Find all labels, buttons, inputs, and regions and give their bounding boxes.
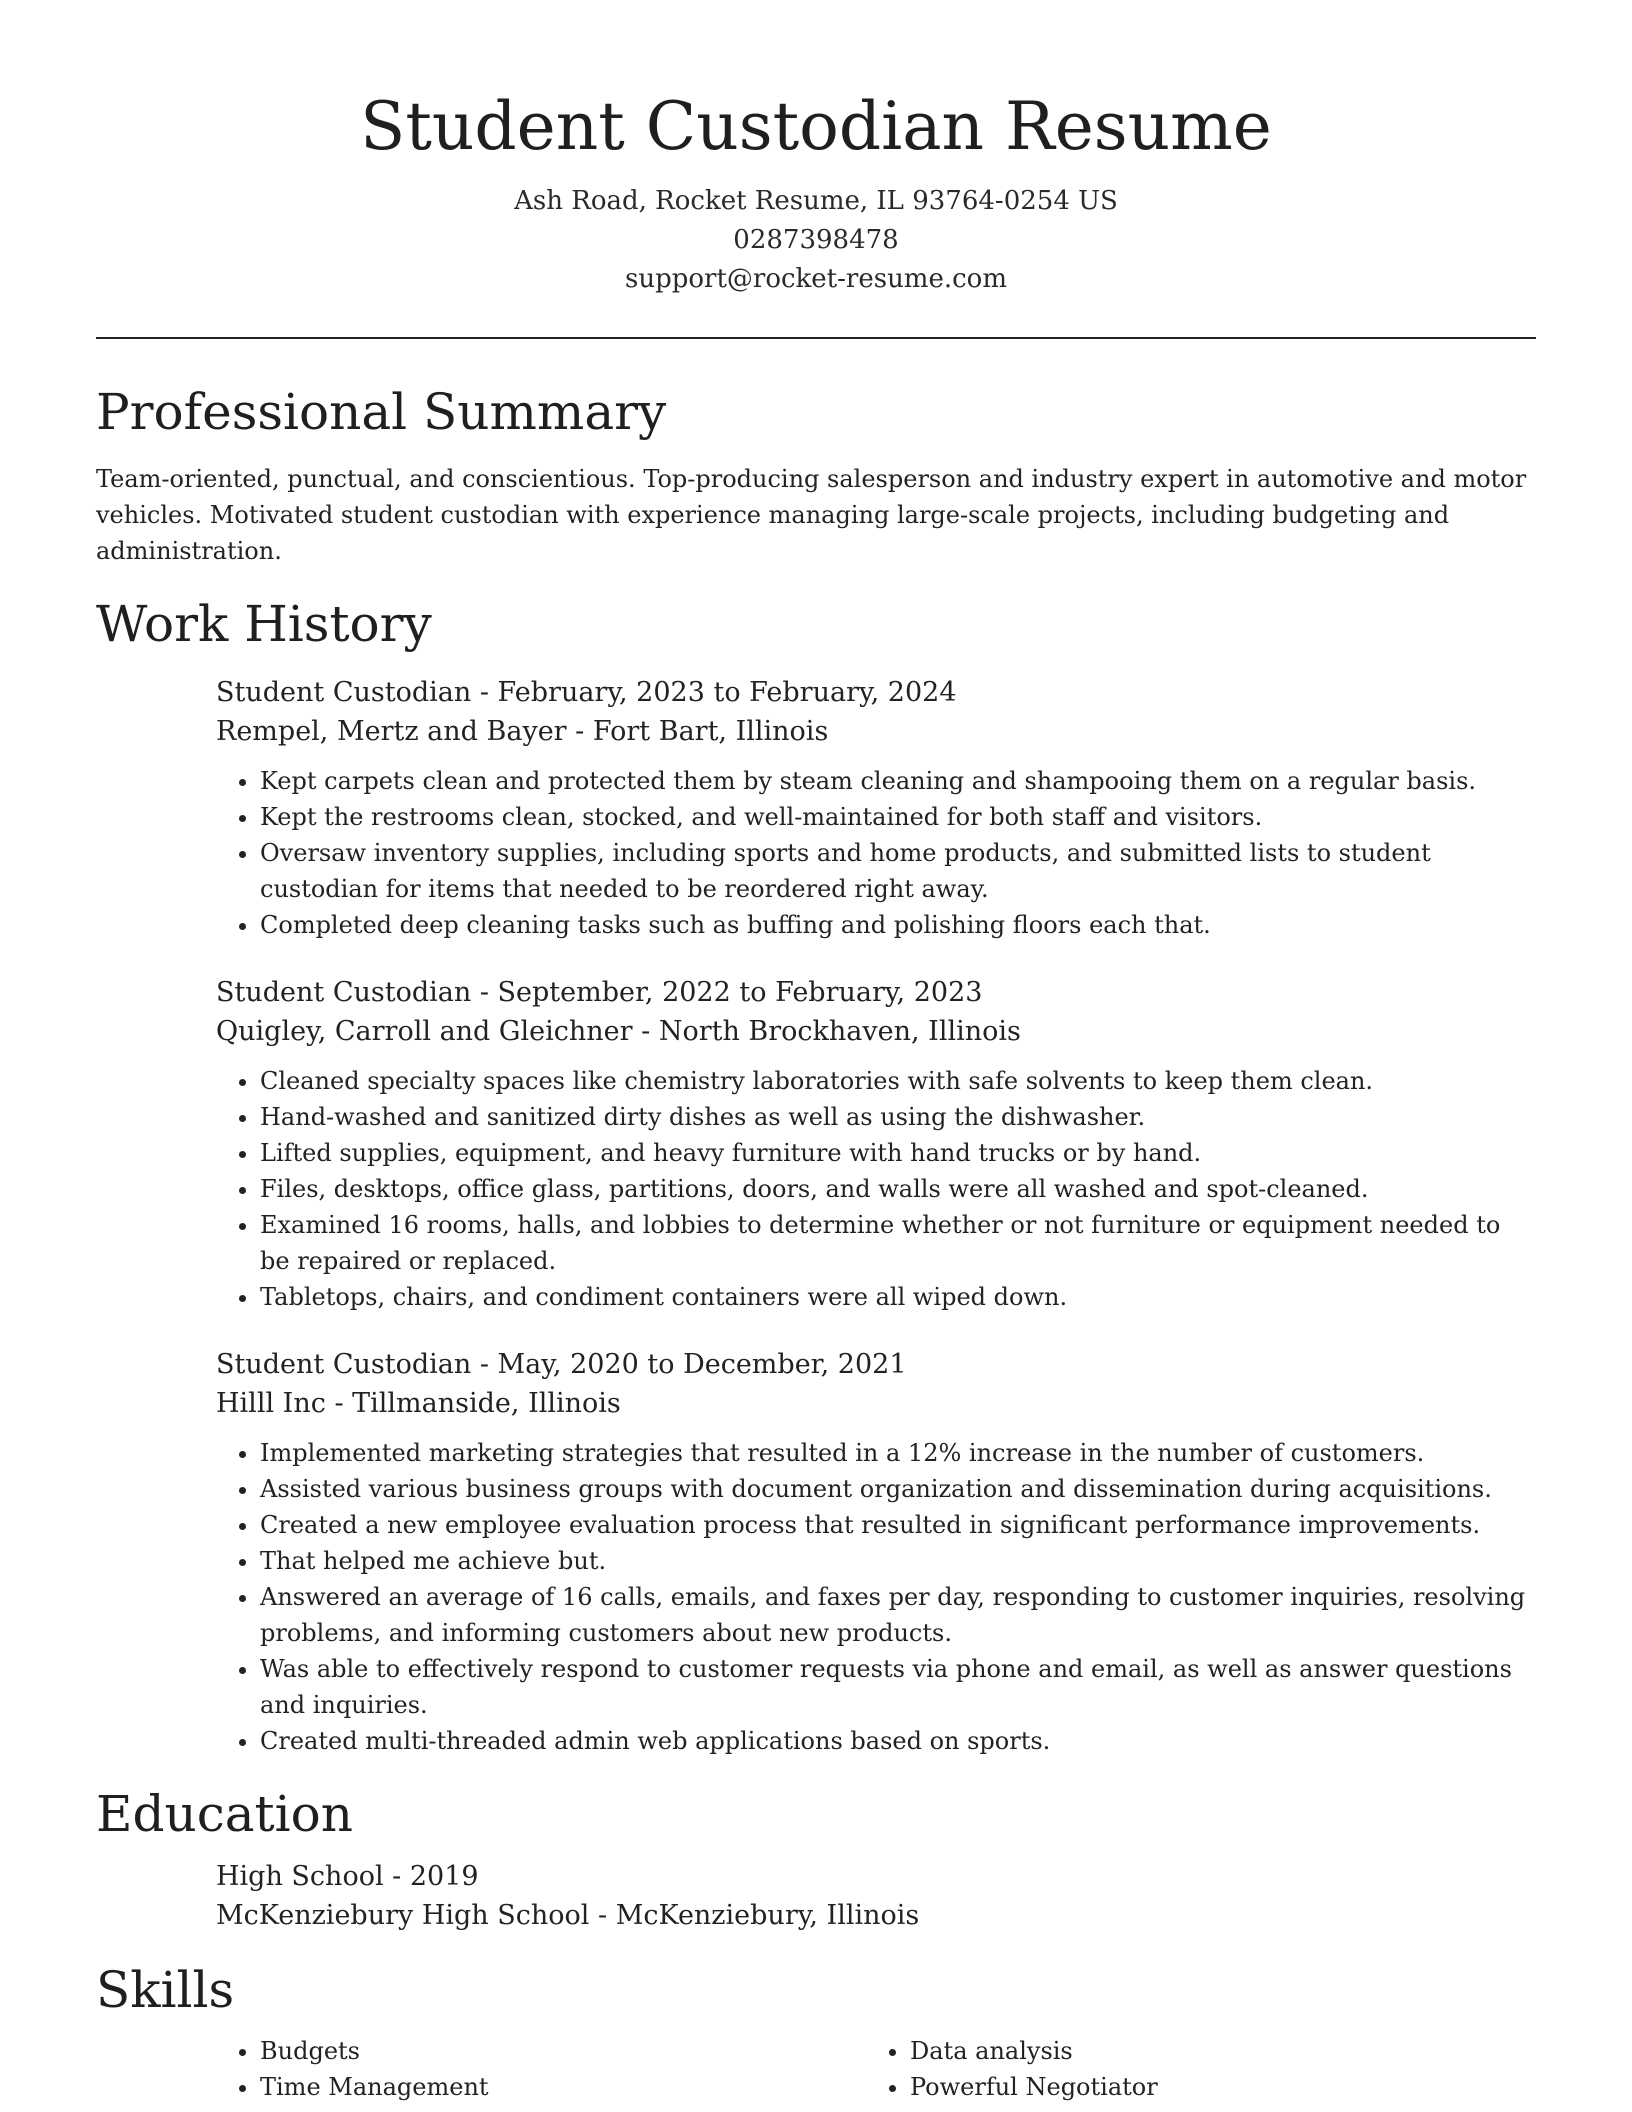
job-title-line (216, 1345, 1536, 1384)
job-company-line (216, 712, 1536, 751)
education-school: McKenziebury High School (216, 1900, 590, 1931)
contact-address: Ash Road, Rocket Resume, IL 93764-0254 US (514, 186, 1118, 216)
list-item: • That helped me achieve but. (260, 1543, 1536, 1579)
job-location: - North Brockhaven, Illinois (632, 1016, 1021, 1047)
education-school-line (216, 1896, 1536, 1935)
list-item: • Completed deep cleaning tasks such as buffing and polishing floors each that. (260, 907, 1536, 943)
list-item: • Oversaw inventory supplies, including sports and home products, and submitted lists to student custodian for items that needed to be reordered right away. (260, 835, 1536, 907)
job-location: - Fort Bart, Illinois (566, 716, 829, 747)
education-degree: High School (216, 1861, 384, 1892)
list-item: • Was able to effectively respond to customer requests via phone and email, as well as answer questions and inquiries. (260, 1651, 1536, 1723)
job-location: - Tillmanside, Illinois (325, 1388, 621, 1419)
job-company: Hilll Inc (216, 1388, 326, 1419)
list-item: • Tabletops, chairs, and condiment containers were all wiped down. (260, 1279, 1536, 1315)
job-role: Student Custodian (216, 1349, 472, 1380)
contact-block (96, 182, 1536, 299)
skills-column-left (216, 2033, 866, 2105)
summary-text: Team-oriented, punctual, and conscientious. Top-producing salesperson and industry expert in automotive and motor vehicles. Motivated student custodian with experience managing large-scale projects, including budgeting and administration. (96, 465, 1527, 565)
work-history-section (96, 593, 1536, 1759)
contact-phone: 0287398478 (733, 225, 899, 255)
list-item: • Created multi-threaded admin web applications based on sports. (260, 1723, 1536, 1759)
skills-heading: Skills (96, 1961, 235, 2019)
header-divider (96, 337, 1536, 339)
education-year: - 2019 (383, 1861, 479, 1892)
list-item: • Cleaned specialty spaces like chemistry laboratories with safe solvents to keep them clean. (260, 1063, 1536, 1099)
education-location: - McKenziebury, Illinois (589, 1900, 920, 1931)
job-title-line (216, 673, 1536, 712)
list-item: • Hand-washed and sanitized dirty dishes as well as using the dishwasher. (260, 1099, 1536, 1135)
list-item: • Budgets (260, 2033, 866, 2069)
job-dates: - February, 2023 to February, 2024 (471, 677, 957, 708)
skills-section (96, 1959, 1536, 2105)
summary-section (96, 381, 1536, 569)
job-company-line (216, 1384, 1536, 1423)
list-item: • Kept carpets clean and protected them by steam cleaning and shampooing them on a regular basis. (260, 763, 1536, 799)
education-degree-line (216, 1857, 1536, 1896)
job-dates: - September, 2022 to February, 2023 (471, 977, 983, 1008)
job-role: Student Custodian (216, 677, 472, 708)
summary-heading: Professional Summary (96, 383, 667, 441)
job-dates: - May, 2020 to December, 2021 (471, 1349, 907, 1380)
job-entry (216, 1345, 1536, 1759)
skills-column-right (866, 2033, 1516, 2105)
job-role: Student Custodian (216, 977, 472, 1008)
list-item: • Files, desktops, office glass, partitions, doors, and walls were all washed and spot-cleaned. (260, 1171, 1536, 1207)
list-item: • Time Management (260, 2069, 866, 2105)
job-bullets (216, 1063, 1536, 1315)
list-item: • Lifted supplies, equipment, and heavy furniture with hand trucks or by hand. (260, 1135, 1536, 1171)
list-item: • Implemented marketing strategies that resulted in a 12% increase in the number of customers. (260, 1435, 1536, 1471)
job-company-line (216, 1012, 1536, 1051)
job-company: Quigley, Carroll and Gleichner (216, 1016, 633, 1047)
job-entry (216, 973, 1536, 1315)
page-title: Student Custodian Resume (360, 88, 1272, 165)
list-item: • Data analysis (910, 2033, 1516, 2069)
list-item: • Kept the restrooms clean, stocked, and well-maintained for both staff and visitors. (260, 799, 1536, 835)
list-item: • Powerful Negotiator (910, 2069, 1516, 2105)
skills-grid (216, 2033, 1536, 2105)
job-entry (216, 673, 1536, 943)
job-bullets (216, 1435, 1536, 1759)
resume-page (96, 0, 1536, 2105)
education-entry (216, 1857, 1536, 1935)
education-section (96, 1783, 1536, 1935)
education-heading: Education (96, 1785, 353, 1843)
contact-email: support@rocket-resume.com (624, 264, 1007, 294)
job-title-line (216, 973, 1536, 1012)
work-history-heading: Work History (96, 595, 432, 653)
list-item: • Created a new employee evaluation process that resulted in significant performance improvements. (260, 1507, 1536, 1543)
list-item: • Assisted various business groups with document organization and dissemination during acquisitions. (260, 1471, 1536, 1507)
list-item: • Examined 16 rooms, halls, and lobbies to determine whether or not furniture or equipment needed to be repaired or replaced. (260, 1207, 1536, 1279)
job-company: Rempel, Mertz and Bayer (216, 716, 567, 747)
list-item: • Answered an average of 16 calls, emails, and faxes per day, responding to customer inquiries, resolving problems, and informing customers about new products. (260, 1579, 1536, 1651)
job-bullets (216, 763, 1536, 943)
